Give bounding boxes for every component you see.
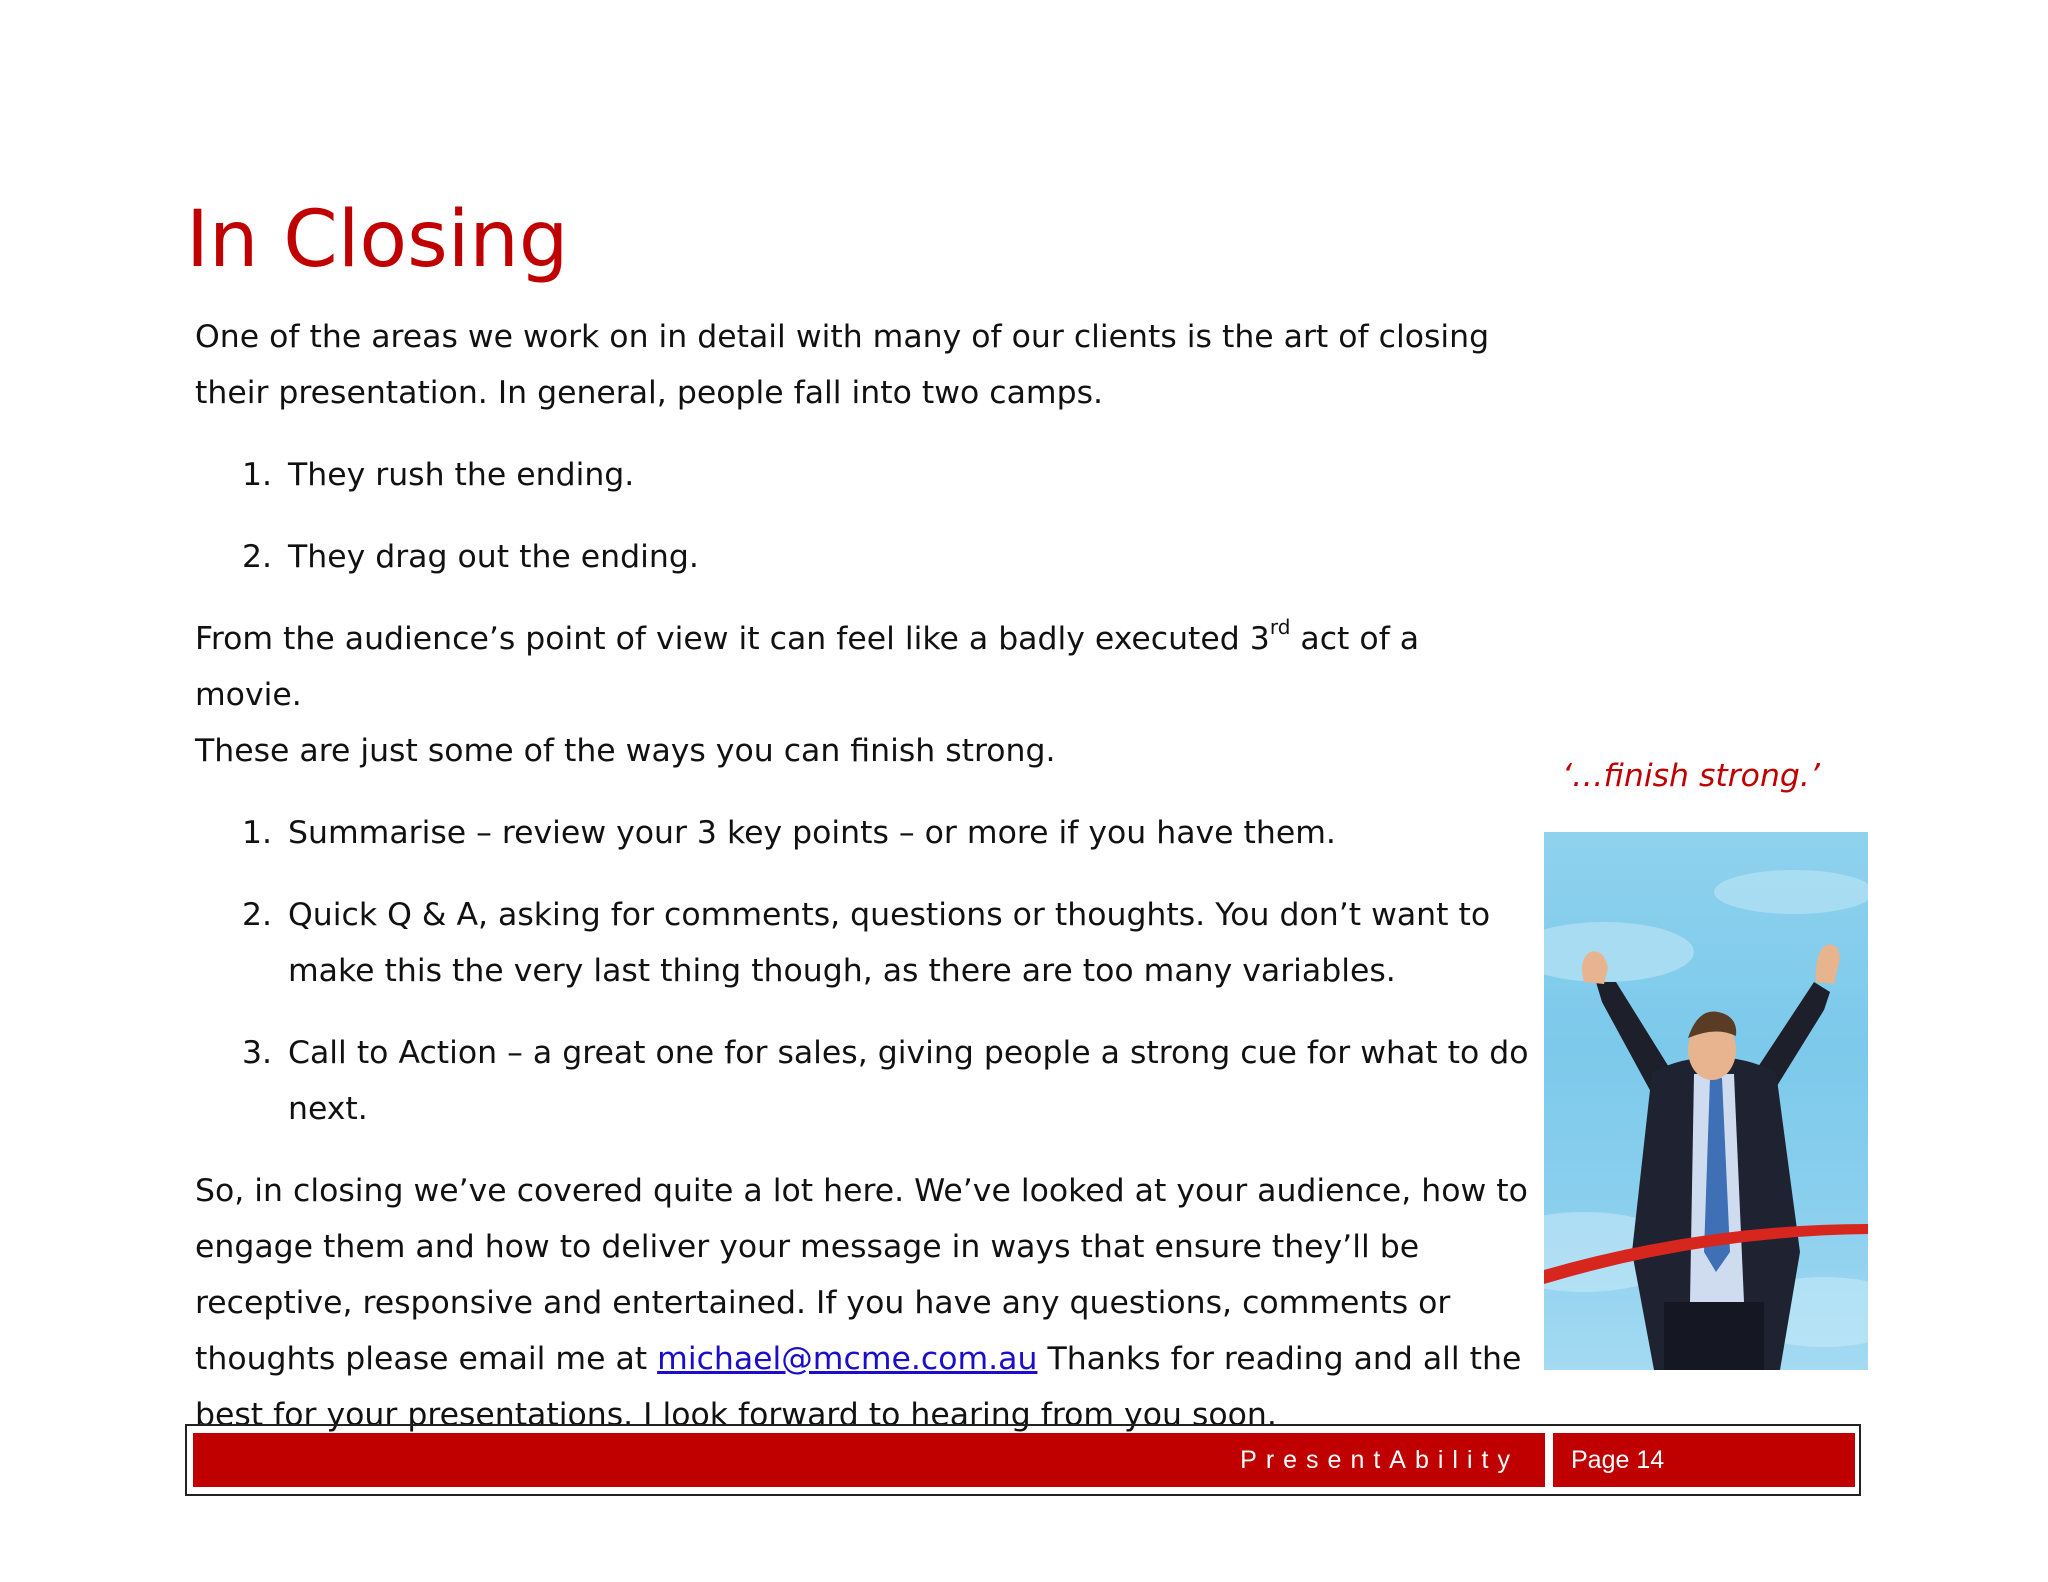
list-item bbox=[242, 1025, 1535, 1137]
page-title: In Closing bbox=[186, 195, 569, 285]
list-number: 3. bbox=[242, 1035, 273, 1071]
businessman-finish-line-photo bbox=[1544, 832, 1868, 1370]
footer-brand: PresentAbility bbox=[1240, 1446, 1519, 1474]
list-item-text: They rush the ending. bbox=[288, 457, 635, 493]
page-footer bbox=[185, 1424, 1861, 1496]
cloud bbox=[1714, 870, 1868, 914]
pull-quote: ‘…finish strong.’ bbox=[1562, 758, 1820, 794]
footer-brand-bar bbox=[193, 1433, 1545, 1487]
intro-line-1: One of the areas we work on in detail with many of our clients is the art of closing bbox=[195, 319, 1490, 355]
audience-line-2: These are just some of the ways you can finish strong. bbox=[195, 733, 1056, 769]
closing-line-5: best for your presentations. I look forward to hearing from you soon. bbox=[195, 1397, 1277, 1433]
audience-line-1-end: act of a movie. bbox=[195, 621, 1420, 713]
list-number: 2. bbox=[242, 897, 273, 933]
right-hand bbox=[1816, 945, 1840, 985]
list-item-text: They drag out the ending. bbox=[288, 539, 699, 575]
intro-line-2: their presentation. In general, people fall into two camps. bbox=[195, 375, 1104, 411]
audience-line-1: From the audience’s point of view it can feel like a badly executed 3 bbox=[195, 621, 1270, 657]
footer-page-bar bbox=[1553, 1433, 1855, 1487]
photo-illustration bbox=[1544, 832, 1868, 1370]
closing-paragraph bbox=[195, 1163, 1535, 1443]
ordinal-suffix: rd bbox=[1269, 614, 1291, 639]
list-item-text-line-1: Call to Action – a great one for sales, giving people a strong cue for what to do bbox=[288, 1035, 1529, 1071]
closing-line-2: engage them and how to deliver your message in ways that ensure they’ll be bbox=[195, 1229, 1420, 1265]
intro-paragraph bbox=[195, 309, 1535, 421]
closing-line-4-end: Thanks for reading and all the bbox=[1037, 1341, 1522, 1377]
list-item-text-line-2: make this the very last thing though, as there are too many variables. bbox=[288, 953, 1396, 989]
closing-line-4-start: thoughts please email me at bbox=[195, 1341, 658, 1377]
trousers bbox=[1664, 1302, 1764, 1370]
list-number: 2. bbox=[242, 539, 273, 575]
audience-paragraph bbox=[195, 611, 1535, 779]
list-item bbox=[242, 447, 1535, 503]
email-link[interactable]: michael@mcme.com.au bbox=[657, 1341, 1038, 1377]
list-item bbox=[242, 529, 1535, 585]
closing-line-3: receptive, responsive and entertained. If you have any questions, comments or bbox=[195, 1285, 1451, 1321]
camps-list bbox=[195, 447, 1535, 585]
list-item-text-line-2: next. bbox=[288, 1091, 368, 1127]
list-number: 1. bbox=[242, 457, 273, 493]
body-content bbox=[195, 309, 1535, 1443]
list-item bbox=[242, 887, 1535, 999]
page-number: Page 14 bbox=[1571, 1446, 1665, 1474]
list-item bbox=[242, 805, 1535, 861]
list-item-text: Summarise – review your 3 key points – or more if you have them. bbox=[288, 815, 1336, 851]
list-item-text-line-1: Quick Q & A, asking for comments, questions or thoughts. You don’t want to bbox=[288, 897, 1491, 933]
list-number: 1. bbox=[242, 815, 273, 851]
cloud bbox=[1544, 922, 1694, 982]
ways-list bbox=[195, 805, 1535, 1137]
closing-line-1: So, in closing we’ve covered quite a lot here. We’ve looked at your audience, how to bbox=[195, 1173, 1528, 1209]
